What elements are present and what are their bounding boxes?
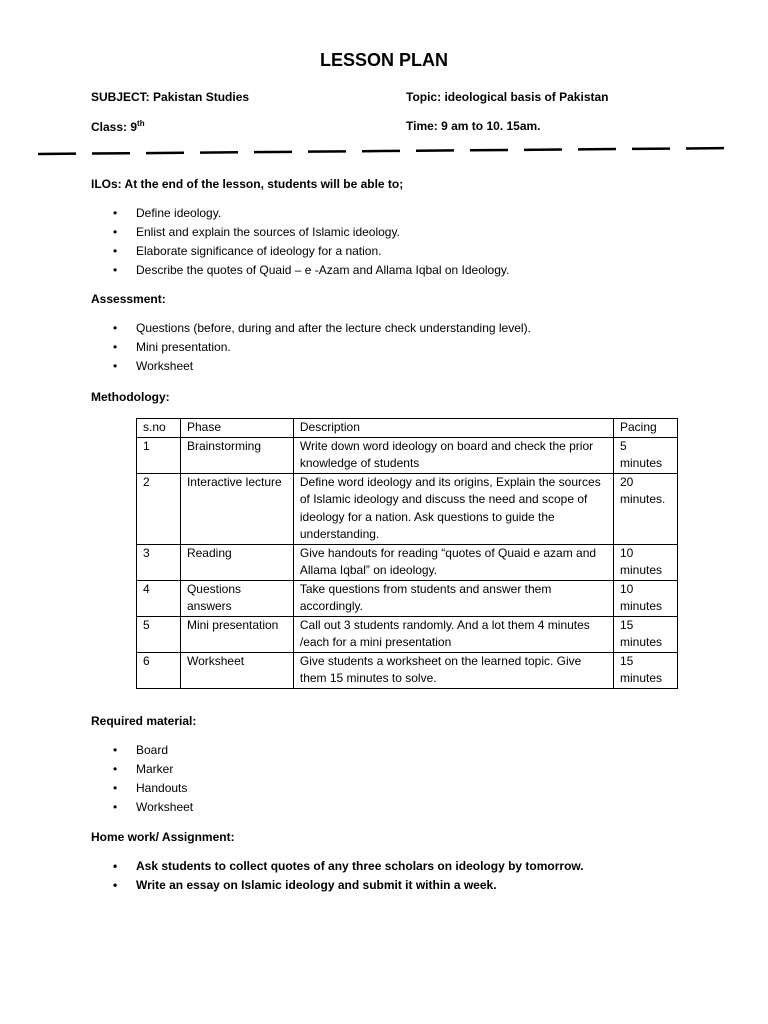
table-row — [137, 473, 678, 544]
table-cell: Reading — [180, 544, 293, 580]
class-line — [91, 119, 145, 134]
table-cell: Worksheet — [180, 652, 293, 688]
column-header: Phase — [180, 419, 293, 438]
table-cell: 3 — [137, 544, 181, 580]
table-cell: Give handouts for reading “quotes of Quaid e azam and Allama Iqbal” on ideology. — [293, 544, 613, 580]
table-row — [137, 437, 678, 473]
table-row — [137, 580, 678, 616]
subject-line: SUBJECT: Pakistan Studies — [91, 90, 250, 104]
list-item: • Worksheet — [110, 798, 193, 817]
table-row — [137, 544, 678, 580]
dashed-separator — [38, 146, 738, 160]
table-cell: Call out 3 students randomly. And a lot them 4 minutes /each for a mini presentation — [293, 616, 613, 652]
list-item: • Worksheet — [110, 357, 531, 376]
table-cell: Interactive lecture — [180, 473, 293, 544]
column-header: Pacing — [614, 419, 678, 438]
table-cell: Give students a worksheet on the learned topic. Give them 15 minutes to solve. — [293, 652, 613, 688]
list-item: • Define ideology. — [110, 204, 509, 223]
table-cell: 15 minutes — [614, 652, 678, 688]
table-cell: 6 — [137, 652, 181, 688]
table-row — [137, 616, 678, 652]
list-item: • Enlist and explain the sources of Islamic ideology. — [110, 223, 509, 242]
table-cell: 15 minutes — [614, 616, 678, 652]
table-cell: 2 — [137, 473, 181, 544]
methodology-table — [136, 418, 678, 689]
table-cell: Mini presentation — [180, 616, 293, 652]
topic-line: Topic: ideological basis of Pakistan — [406, 90, 609, 104]
assessment-list — [110, 319, 531, 376]
table-cell: Define word ideology and its origins, Explain the sources of Islamic ideology and discuss the need and scope of ideology for a nation. Ask questions to guide the understanding. — [293, 473, 613, 544]
table-cell: 5 — [137, 616, 181, 652]
table-cell: Take questions from students and answer them accordingly. — [293, 580, 613, 616]
homework-heading: Home work/ Assignment: — [91, 830, 235, 844]
list-item: • Mini presentation. — [110, 338, 531, 357]
ilos-heading: ILOs: At the end of the lesson, students will be able to; — [91, 177, 404, 191]
table-header-row — [137, 419, 678, 438]
table-row — [137, 652, 678, 688]
methodology-heading: Methodology: — [91, 390, 170, 404]
table-cell: Write down word ideology on board and check the prior knowledge of students — [293, 437, 613, 473]
assessment-heading: Assessment: — [91, 292, 166, 306]
material-heading: Required material: — [91, 714, 197, 728]
list-item: • Describe the quotes of Quaid – e -Azam and Allama Iqbal on Ideology. — [110, 261, 509, 280]
page-title: LESSON PLAN — [319, 50, 448, 70]
list-item: • Ask students to collect quotes of any three scholars on ideology by tomorrow. — [110, 857, 584, 876]
ilos-list — [110, 204, 509, 280]
material-list — [110, 741, 193, 817]
table-cell: 5 minutes — [614, 437, 678, 473]
table-cell: 10 minutes — [614, 544, 678, 580]
table-cell: 1 — [137, 437, 181, 473]
table-cell: 10 minutes — [614, 580, 678, 616]
time-line: Time: 9 am to 10. 15am. — [406, 119, 541, 133]
class-superscript: th — [137, 119, 145, 128]
table-cell: Questions answers — [180, 580, 293, 616]
column-header: Description — [293, 419, 613, 438]
homework-list — [110, 857, 584, 895]
list-item: • Board — [110, 741, 193, 760]
table-cell: 20 minutes. — [614, 473, 678, 544]
list-item: • Questions (before, during and after the lecture check understanding level). — [110, 319, 531, 338]
column-header: s.no — [137, 419, 181, 438]
list-item: • Write an essay on Islamic ideology and submit it within a week. — [110, 876, 584, 895]
list-item: • Handouts — [110, 779, 193, 798]
table-cell: Brainstorming — [180, 437, 293, 473]
table-cell: 4 — [137, 580, 181, 616]
class-text: Class: 9 — [91, 120, 138, 134]
list-item: • Elaborate significance of ideology for a nation. — [110, 242, 509, 261]
list-item: • Marker — [110, 760, 193, 779]
